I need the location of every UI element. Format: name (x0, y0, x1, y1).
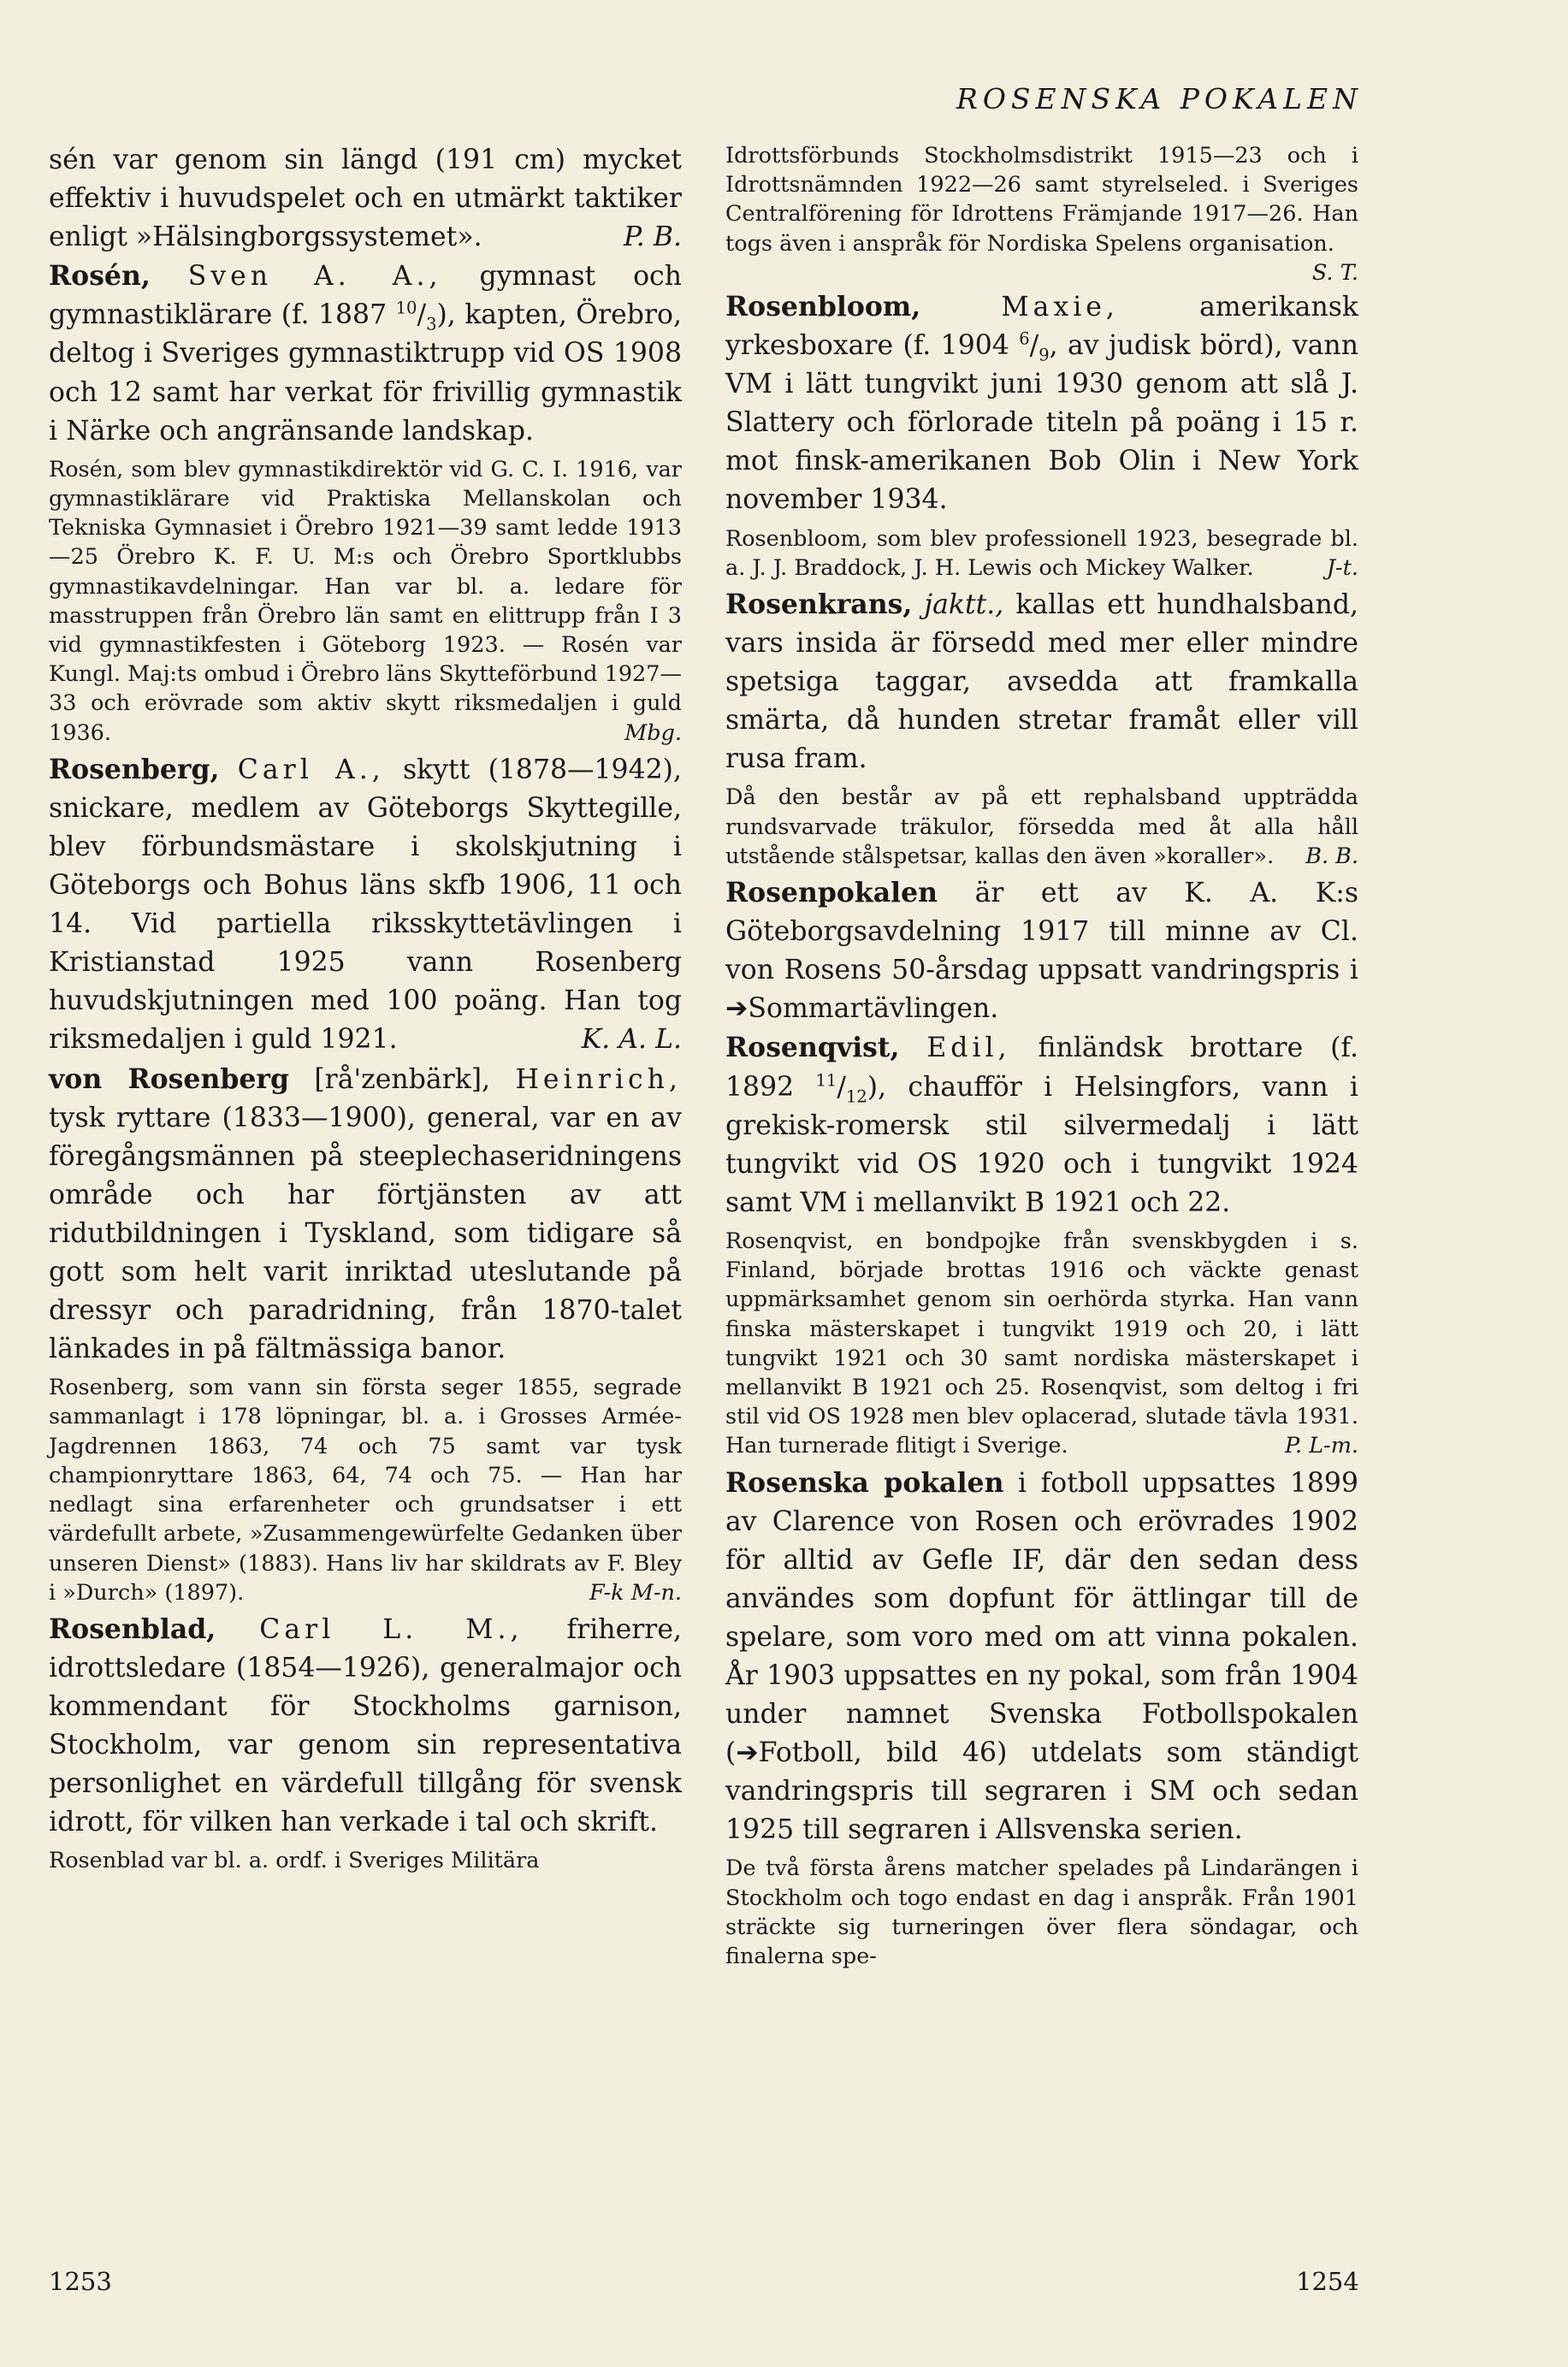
signature: K. A. L. (581, 1024, 682, 1056)
signature: F-k M-n. (589, 1579, 682, 1606)
entry-rosenska-pokalen: Rosenska pokalen i fotboll uppsattes 1899 av Clarence von Rosen och erövrades 1902 för alltid av Gefle IF, där den sedan dess användes som dopfunt för ättlingar till de spelare, som voro med om att vinna pokalen. År 1903 uppsattes en ny pokal, som från 1904 under namnet Svenska Fotbollspokalen (➔Fotboll, bild 46) utdelats som ständigt vandringspris till segraren i SM och sedan 1925 till segraren i Allsvenska serien. (725, 1466, 1359, 1846)
given-name: Heinrich, (515, 1063, 682, 1095)
entry-rosenblad: Rosenblad, Carl L. M., friherre, idrottsledare (1854—1926), generalmajor och kommendant för Stockholms garnison, Stockholm, var genom sin representativa personlighet en värdefull tillgång för svensk idrott, för vilken han verkade i tal och skrift. (49, 1613, 682, 1838)
headword: Rosenska pokalen (725, 1466, 1004, 1499)
headword: Rosenberg, (49, 753, 220, 785)
page-number-left: 1253 (49, 2267, 112, 2296)
entry-continuation: sén var genom sin längd (191 cm) mycket effektiv i huvudspelet och en utmärkt taktiker enligt »Hälsingborgssystemet». P. B. (49, 141, 682, 257)
page-number-right: 1254 (1296, 2267, 1359, 2296)
subject-label: jaktt., (924, 589, 1004, 620)
entry-rosenqvist-detail: Rosenqvist, en bondpojke från svenskbygden i s. Finland, började brottas 1916 och väckte genast uppmärksamhet genom sin oerhörda styrka. Han vann finska mästerskapet i tungvikt 1919 och 20, i lätt tungvikt 1921 och 30 samt nordiska mästerskapet i mellanvikt B 1921 och 25. Rosenqvist, som deltog i fri stil vid OS 1928 men blev oplacerad, slutade tävla 1931. Han turnerade flitigt i Sverige. P. L-m. (725, 1227, 1358, 1461)
entry-rosenkrans: Rosenkrans, jaktt., kallas ett hundhalsband, vars insida är försedd med mer eller mindre spetsiga taggar, avsedda att framkalla smärta, då hunden stretar framåt eller vill rusa fram. (725, 588, 1359, 775)
entry-rosen-detail: Rosén, som blev gymnastikdirektör vid G. C. I. 1916, var gymnastiklärare vid Praktiska Mellanskolan och Tekniska Gymnasiet i Örebro 1921—39 samt ledde 1913—25 Örebro K. F. U. M:s och Örebro Sportklubbs gymnastikavdelningar. Han var bl. a. ledare för masstruppen från Örebro län samt en elittrupp från I 3 vid gymnastikfesten i Göteborg 1923. — Rosén var Kungl. Maj:ts ombud i Örebro läns Skytteförbund 1927—33 och erövrade som aktiv skytt riksmedaljen i guld 1936. Mbg. (49, 455, 682, 748)
given-name: Edil, (926, 1033, 1011, 1064)
entry-von-rosenberg: von Rosenberg [rå'zenbärk], Heinrich, tysk ryttare (1833—1900), general, var en av föregångsmännen på steeplechaseridningens område och har förtjänsten av att ridutbildningen i Tyskland, som tidigare så gott som helt varit inriktad uteslutande på dressyr och paradridning, från 1870-talet länkades in på fältmässiga banor. (49, 1062, 682, 1365)
given-name: Sven A. A., (187, 261, 442, 293)
entry-rosenbloom: Rosenbloom, Maxie, amerikansk yrkesboxare (f. 1904 $^6/_9$, av judisk börd), vann VM i lätt tungvikt juni 1930 genom att slå J. Slattery och förlorade titeln på poäng i 15 r. mot finsk-amerikanen Bob Olin i New York november 1934. (725, 291, 1358, 516)
headword: Rosenqvist, (725, 1032, 900, 1064)
entry-rosenblad-continuation: Idrottsförbunds Stockholmsdistrikt 1915—23 och i Idrottsnämnden 1922—26 samt styrelseled. i Sveriges Centralförening för Idrottens Främjande 1917—26. Han togs även i anspråk för Nordiska Spelens organisation. S. T. (725, 141, 1358, 258)
right-column (725, 141, 1358, 1973)
headword: Rosenblad, (49, 1613, 216, 1645)
left-column (49, 141, 682, 1879)
entry-rosenpokalen: Rosenpokalen är ett av K. A. K:s Göteborgsavdelning 1917 till minne av Cl. von Rosens 50-årsdag uppsatt vandringspris i ➔Sommartävlingen. (725, 877, 1358, 1025)
given-name: Carl A., (237, 754, 385, 785)
entry-rosenbloom-detail: Rosenbloom, som blev professionell 1923, besegrade bl. a. J. J. Braddock, J. H. Lewis och Mickey Walker. J-t. (725, 524, 1358, 583)
headword: Rosenpokalen (725, 877, 938, 909)
entry-rosenqvist: Rosenqvist, Edil, finländsk brottare (f. 1892 $^{11}/_{12}$), chaufför i Helsingfors, vann i grekisk-romersk stil silvermedalj i lätt tungvikt vid OS 1920 och i tungvikt 1924 samt VM i mellanvikt B 1921 och 22. (725, 1032, 1358, 1218)
given-name: Maxie, (1001, 292, 1119, 323)
signature: S. T. (1311, 259, 1358, 286)
signature: P. L-m. (1284, 1433, 1358, 1459)
running-title: ROSENSKA POKALEN (956, 82, 1363, 115)
entry-rosenska-pokalen-detail: De två första årens matcher spelades på Lindarängen i Stockholm och togo endast en dag i anspråk. Från 1901 sträckte sig turneringen över flera söndagar, och finalerna spe- (725, 1855, 1358, 1970)
entry-von-rosenberg-detail: Rosenberg, som vann sin första seger 1855, segrade sammanlagt i 178 löpningar, bl. a. i Grosses Armée-Jagdrennen 1863, 74 och 75 samt var tysk championryttare 1863, 64, 74 och 75. — Han har nedlagt sina erfarenheter och grundsatser i ett värdefullt arbete, »Zusammengewürfelte Gedanken über unseren Dienst» (1883). Hans liv har skildrats av F. Bley i »Durch» (1897). F-k M-n. (49, 1373, 682, 1607)
entry-rosenkrans-detail: Då den består av på ett rephalsband uppträdda rundsvarvade träkulor, försedda med åt alla håll utstående stålspetsar, kallas den även »koraller». B. B. (725, 783, 1358, 871)
signature: B. B. (1305, 843, 1358, 869)
pronunciation: [rå'zenbärk], (314, 1063, 491, 1095)
signature: Mbg. (624, 719, 682, 746)
headword: Rosén, (49, 260, 151, 293)
entry-rosen: Rosén, Sven A. A., gymnast och gymnastiklärare (f. 1887 $^{10}/_3$), kapten, Örebro, deltog i Sveriges gymnastiktrupp vid OS 1908 och 12 samt har verkat för frivillig gymnastik i Närke och angränsande landskap. (49, 260, 683, 447)
given-name: Carl L. M., (259, 1613, 524, 1645)
entry-rosenblad-detail: Rosenblad var bl. a. ordf. i Sveriges Militära (49, 1848, 540, 1874)
entry-rosenberg: Rosenberg, Carl A., skytt (1878—1942), snickare, medlem av Göteborgs Skyttegille, blev förbundsmästare i skolskjutning i Göteborgs och Bohus läns skfb 1906, 11 och 14. Vid partiella riksskyttetävlingen i Kristianstad 1925 vann Rosenberg huvudskjutningen med 100 poäng. Han tog riksmedaljen i guld 1921. K. A. L. (49, 750, 682, 1060)
signature: J-t. (1326, 554, 1358, 581)
headword: von Rosenberg (49, 1062, 290, 1095)
headword: Rosenkrans, (725, 588, 913, 620)
headword: Rosenbloom, (725, 291, 921, 323)
signature: P. B. (624, 222, 682, 253)
